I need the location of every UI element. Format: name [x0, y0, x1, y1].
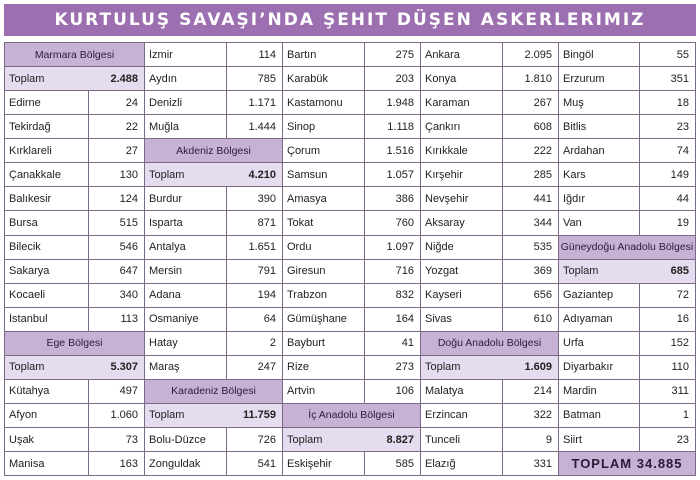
- table-row: [5, 236, 144, 260]
- casualty-count: 785: [226, 67, 282, 90]
- province-name: Bilecik: [9, 241, 41, 254]
- table-column: [558, 42, 696, 476]
- province-name: Trabzon: [287, 289, 327, 302]
- table-row: [5, 187, 144, 211]
- table-row: [559, 187, 695, 211]
- table-row: [421, 428, 558, 452]
- province-name: Balıkesir: [9, 192, 52, 205]
- casualty-count: 1.810: [502, 67, 558, 90]
- table-row: [421, 260, 558, 284]
- casualty-count: 322: [502, 404, 558, 427]
- total-label: Toplam: [559, 260, 639, 283]
- table-row: [283, 163, 420, 187]
- province-name: Çankırı: [425, 120, 461, 133]
- province-name: Sakarya: [9, 265, 50, 278]
- page-title: KURTULUŞ SAVAŞI’NDA ŞEHIT DÜŞEN ASKERLERIMIZ: [4, 4, 696, 36]
- table-row: [559, 404, 695, 428]
- table-column: [420, 42, 558, 476]
- province-name: Aydın: [149, 72, 177, 85]
- province-name: Denizli: [149, 96, 183, 109]
- table-row: [5, 284, 144, 308]
- total-value: 2.488: [88, 67, 144, 90]
- province-name: İzmir: [149, 48, 173, 61]
- table-row: [5, 139, 144, 163]
- province-name: Burdur: [149, 192, 183, 205]
- table-row: [283, 115, 420, 139]
- casualty-count: 23: [639, 115, 695, 138]
- province-name: Niğde: [425, 241, 454, 254]
- table-row: [559, 380, 695, 404]
- casualty-count: 73: [88, 428, 144, 451]
- province-name: Ordu: [287, 241, 312, 254]
- table-row: [145, 308, 282, 332]
- province-name: Kırıkkale: [425, 144, 468, 157]
- casualty-count: 27: [88, 139, 144, 162]
- table-row: [283, 42, 420, 67]
- province-name: Diyarbakır: [563, 361, 614, 374]
- table-row: [145, 284, 282, 308]
- casualty-count: 1.444: [226, 115, 282, 138]
- table-row: [283, 260, 420, 284]
- table-row: [145, 187, 282, 211]
- table-row: [421, 308, 558, 332]
- casualty-count: 1.060: [88, 404, 144, 427]
- province-name: Van: [563, 216, 582, 229]
- region-header: Doğu Anadolu Bölgesi: [421, 332, 558, 356]
- total-label: Toplam: [5, 67, 88, 90]
- region-header: Güneydoğu Anadolu Bölgesi: [559, 236, 695, 260]
- casualty-count: 152: [639, 332, 695, 355]
- casualty-count: 203: [364, 67, 420, 90]
- casualty-count: 24: [88, 91, 144, 114]
- table-row: [5, 428, 144, 452]
- table-row: [145, 115, 282, 139]
- total-value: 4.210: [226, 163, 282, 186]
- province-name: Zonguldak: [149, 457, 201, 470]
- casualty-count: 74: [639, 139, 695, 162]
- casualty-count: 72: [639, 284, 695, 307]
- casualty-count: 311: [639, 380, 695, 403]
- region-header: Marmara Bölgesi: [5, 42, 144, 67]
- casualty-count: 1.171: [226, 91, 282, 114]
- table-row: [559, 67, 695, 91]
- casualty-count: 16: [639, 308, 695, 331]
- table-row: [421, 211, 558, 235]
- province-name: Gaziantep: [563, 289, 614, 302]
- casualty-count: 610: [502, 308, 558, 331]
- table-row: [145, 91, 282, 115]
- table-row: [421, 67, 558, 91]
- table-row: [559, 91, 695, 115]
- table-row: [283, 67, 420, 91]
- table-column: [4, 42, 144, 476]
- casualty-count: 1.118: [364, 115, 420, 138]
- table-row: [421, 115, 558, 139]
- region-header: İç Anadolu Bölgesi: [283, 404, 420, 428]
- table-row: [145, 428, 282, 452]
- casualty-count: 9: [502, 428, 558, 451]
- table-row: [145, 356, 282, 380]
- table-row: [559, 163, 695, 187]
- casualty-count: 214: [502, 380, 558, 403]
- casualty-count: 110: [639, 356, 695, 379]
- province-name: Manisa: [9, 457, 45, 470]
- region-total-row: [559, 260, 695, 284]
- total-label: Toplam: [145, 163, 226, 186]
- region-header: Akdeniz Bölgesi: [145, 139, 282, 163]
- table-row: [421, 236, 558, 260]
- total-label: Toplam: [145, 404, 226, 427]
- province-name: Bingöl: [563, 48, 594, 61]
- province-name: Bayburt: [287, 337, 325, 350]
- casualty-count: 871: [226, 211, 282, 234]
- table-row: [145, 211, 282, 235]
- table-row: [559, 284, 695, 308]
- table-row: [421, 42, 558, 67]
- casualty-count: 285: [502, 163, 558, 186]
- province-name: Kırşehir: [425, 168, 463, 181]
- casualty-count: 130: [88, 163, 144, 186]
- casualty-count: 331: [502, 452, 558, 475]
- province-name: Rize: [287, 361, 310, 374]
- casualty-count: 64: [226, 308, 282, 331]
- province-name: Yozgat: [425, 265, 459, 278]
- region-total-row: [145, 404, 282, 428]
- casualty-count: 351: [639, 67, 695, 90]
- province-name: Isparta: [149, 216, 183, 229]
- province-name: Mersin: [149, 265, 183, 278]
- table-row: [145, 332, 282, 356]
- table-row: [421, 404, 558, 428]
- province-name: Çanakkale: [9, 168, 61, 181]
- province-name: Eskişehir: [287, 457, 332, 470]
- table-row: [145, 452, 282, 476]
- region-total-row: [145, 163, 282, 187]
- province-name: Giresun: [287, 265, 326, 278]
- table-row: [421, 91, 558, 115]
- province-name: Kütahya: [9, 385, 50, 398]
- casualty-count: 41: [364, 332, 420, 355]
- casualty-count: 390: [226, 187, 282, 210]
- table-column: [144, 42, 282, 476]
- province-name: Siirt: [563, 433, 582, 446]
- total-value: 11.759: [226, 404, 282, 427]
- total-value: 8.827: [364, 428, 420, 451]
- table-row: [283, 284, 420, 308]
- province-name: Batman: [563, 409, 601, 422]
- casualty-count: 2: [226, 332, 282, 355]
- casualty-count: 1.057: [364, 163, 420, 186]
- table-row: [283, 308, 420, 332]
- province-name: Karaman: [425, 96, 470, 109]
- table-row: [421, 452, 558, 476]
- table-row: [559, 139, 695, 163]
- region-total-row: [5, 67, 144, 91]
- province-name: Çorum: [287, 144, 321, 157]
- table-row: [283, 452, 420, 476]
- table-row: [145, 236, 282, 260]
- casualty-count: 114: [226, 43, 282, 66]
- region-header: Karadeniz Bölgesi: [145, 380, 282, 404]
- casualty-count: 726: [226, 428, 282, 451]
- province-name: Hatay: [149, 337, 178, 350]
- casualty-count: 164: [364, 308, 420, 331]
- casualty-count: 1.516: [364, 139, 420, 162]
- casualty-count: 194: [226, 284, 282, 307]
- province-name: Adana: [149, 289, 181, 302]
- table-row: [5, 163, 144, 187]
- table-row: [5, 115, 144, 139]
- casualty-count: 608: [502, 115, 558, 138]
- casualty-count: 832: [364, 284, 420, 307]
- table-row: [5, 404, 144, 428]
- casualty-count: 18: [639, 91, 695, 114]
- total-label: Toplam: [5, 356, 88, 379]
- casualty-count: 535: [502, 236, 558, 259]
- total-value: 685: [639, 260, 695, 283]
- casualty-count: 22: [88, 115, 144, 138]
- casualty-count: 273: [364, 356, 420, 379]
- table-row: [283, 380, 420, 404]
- table-column: [282, 42, 420, 476]
- casualty-count: 55: [639, 43, 695, 66]
- province-name: Urfa: [563, 337, 584, 350]
- casualty-count: 647: [88, 260, 144, 283]
- casualty-count: 541: [226, 452, 282, 475]
- province-name: Sivas: [425, 313, 452, 326]
- province-name: Amasya: [287, 192, 327, 205]
- region-header: Ege Bölgesi: [5, 332, 144, 356]
- province-name: Bursa: [9, 216, 38, 229]
- casualty-count: 497: [88, 380, 144, 403]
- province-name: Mardin: [563, 385, 597, 398]
- table-row: [145, 42, 282, 67]
- casualty-count: 222: [502, 139, 558, 162]
- province-name: Erzincan: [425, 409, 468, 422]
- table-row: [283, 332, 420, 356]
- casualty-count: 106: [364, 380, 420, 403]
- province-name: Artvin: [287, 385, 316, 398]
- province-name: Antalya: [149, 241, 186, 254]
- table-row: [5, 308, 144, 332]
- province-name: Aksaray: [425, 216, 465, 229]
- table-row: [283, 356, 420, 380]
- province-name: Afyon: [9, 409, 38, 422]
- casualty-count: 1: [639, 404, 695, 427]
- province-name: Ankara: [425, 48, 460, 61]
- casualty-count: 275: [364, 43, 420, 66]
- casualty-count: 247: [226, 356, 282, 379]
- table-row: [283, 211, 420, 235]
- province-name: Karabük: [287, 72, 328, 85]
- province-name: Adıyaman: [563, 313, 613, 326]
- province-name: Iğdır: [563, 192, 586, 205]
- province-name: Bolu-Düzce: [149, 433, 206, 446]
- table-row: [421, 380, 558, 404]
- table-row: [559, 332, 695, 356]
- total-value: 5.307: [88, 356, 144, 379]
- table-row: [559, 42, 695, 67]
- casualty-count: 369: [502, 260, 558, 283]
- province-name: Kastamonu: [287, 96, 343, 109]
- province-name: İstanbul: [9, 313, 48, 326]
- province-name: Uşak: [9, 433, 35, 446]
- casualty-count: 546: [88, 236, 144, 259]
- table-row: [5, 91, 144, 115]
- casualty-count: 656: [502, 284, 558, 307]
- casualty-count: 19: [639, 211, 695, 234]
- table-row: [145, 67, 282, 91]
- table-row: [559, 211, 695, 235]
- casualty-count: 149: [639, 163, 695, 186]
- region-total-row: [5, 356, 144, 380]
- casualty-count: 386: [364, 187, 420, 210]
- province-name: Edirne: [9, 96, 41, 109]
- province-name: Erzurum: [563, 72, 605, 85]
- province-name: Nevşehir: [425, 192, 469, 205]
- casualty-count: 1.651: [226, 236, 282, 259]
- province-name: Tekirdağ: [9, 120, 51, 133]
- province-name: Kocaeli: [9, 289, 46, 302]
- table-row: [559, 356, 695, 380]
- region-total-row: [283, 428, 420, 452]
- casualty-count: 124: [88, 187, 144, 210]
- province-name: Malatya: [425, 385, 464, 398]
- table-row: [145, 260, 282, 284]
- table-row: [283, 187, 420, 211]
- province-name: Elazığ: [425, 457, 456, 470]
- casualty-count: 113: [88, 308, 144, 331]
- casualty-count: 441: [502, 187, 558, 210]
- table-row: [421, 163, 558, 187]
- casualty-count: 760: [364, 211, 420, 234]
- casualty-count: 340: [88, 284, 144, 307]
- table-row: [283, 139, 420, 163]
- table-row: [421, 284, 558, 308]
- total-value: 1.609: [502, 356, 558, 379]
- province-name: Ardahan: [563, 144, 605, 157]
- total-label: Toplam: [283, 428, 364, 451]
- casualty-count: 515: [88, 211, 144, 234]
- province-name: Maraş: [149, 361, 180, 374]
- province-name: Tokat: [287, 216, 314, 229]
- table-row: [559, 115, 695, 139]
- table-row: [283, 91, 420, 115]
- casualty-count: 791: [226, 260, 282, 283]
- province-name: Tunceli: [425, 433, 461, 446]
- casualty-count: 23: [639, 428, 695, 451]
- casualty-count: 1.097: [364, 236, 420, 259]
- province-name: Samsun: [287, 168, 328, 181]
- province-name: Konya: [425, 72, 457, 85]
- province-name: Gümüşhane: [287, 313, 347, 326]
- province-name: Sinop: [287, 120, 316, 133]
- table-row: [5, 452, 144, 476]
- casualty-count: 267: [502, 91, 558, 114]
- table-row: [559, 308, 695, 332]
- province-name: Kırklareli: [9, 144, 52, 157]
- table-row: [421, 139, 558, 163]
- casualty-count: 1.948: [364, 91, 420, 114]
- province-name: Kayseri: [425, 289, 462, 302]
- table-row: [5, 380, 144, 404]
- region-total-row: [421, 356, 558, 380]
- province-name: Kars: [563, 168, 586, 181]
- province-name: Bartın: [287, 48, 317, 61]
- province-name: Osmaniye: [149, 313, 199, 326]
- casualty-count: 344: [502, 211, 558, 234]
- casualty-count: 2.095: [502, 43, 558, 66]
- table-row: [559, 428, 695, 452]
- total-label: Toplam: [421, 356, 502, 379]
- table-row: [5, 260, 144, 284]
- grand-total: TOPLAM 34.885: [559, 452, 695, 476]
- table-row: [283, 236, 420, 260]
- casualty-count: 44: [639, 187, 695, 210]
- casualty-count: 716: [364, 260, 420, 283]
- casualty-count: 585: [364, 452, 420, 475]
- casualty-table: [4, 42, 696, 476]
- table-row: [5, 211, 144, 235]
- province-name: Muğla: [149, 120, 179, 133]
- province-name: Muş: [563, 96, 584, 109]
- table-row: [421, 187, 558, 211]
- province-name: Bitlis: [563, 120, 587, 133]
- casualty-count: 163: [88, 452, 144, 475]
